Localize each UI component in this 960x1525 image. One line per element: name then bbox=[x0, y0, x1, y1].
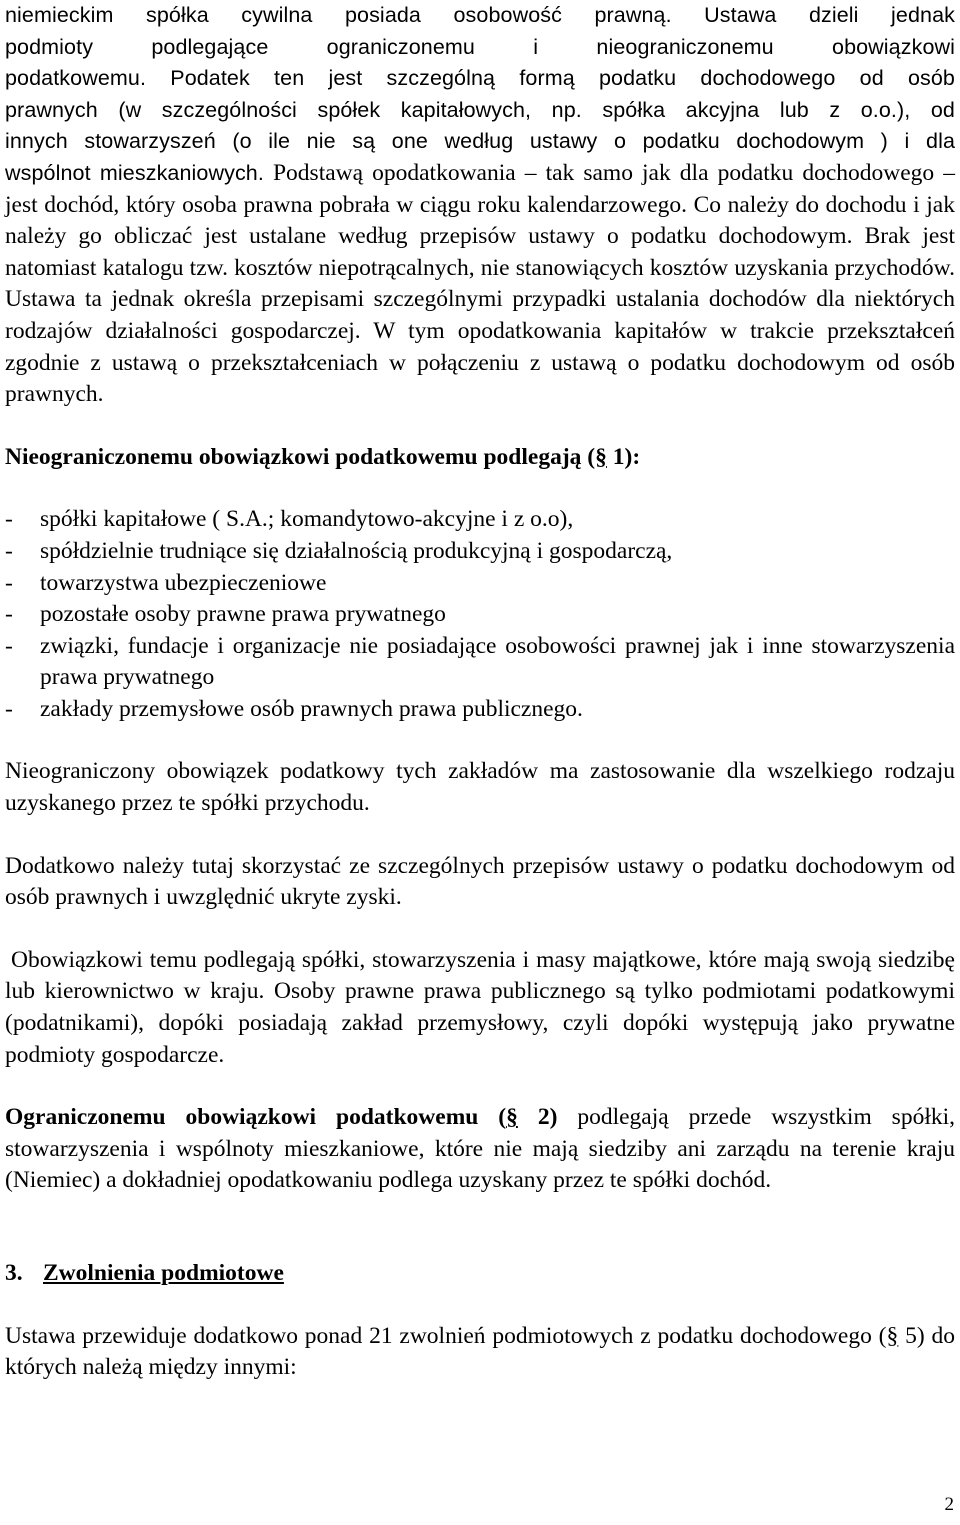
unlimited-heading: Nieograniczonemu obowiązkowi podatkowemu podlegają (§ 1): bbox=[5, 443, 641, 470]
intro-line-2: podmioty podlegające ograniczonemu i nieograniczonemu obowiązkowi bbox=[5, 34, 955, 59]
list-item: - zakłady przemysłowe osób prawnych prawa publicznego. bbox=[5, 694, 955, 726]
intro-line-1: niemieckim spółka cywilna posiada osobowość prawną. Ustawa dzieli jednak bbox=[5, 3, 955, 27]
section-sign: § bbox=[595, 443, 607, 470]
intro-paragraph bbox=[5, 158, 955, 411]
section-title: Zwolnienia podmiotowe bbox=[43, 1260, 284, 1286]
intro-line-3: podatkowemu. Podatek ten jest szczególną formą podatku dochodowego od osób bbox=[5, 66, 955, 91]
list-item: - spółki kapitałowe ( S.A.; komandytowo-akcyjne i z o.o), bbox=[5, 504, 955, 536]
list-item: - pozostałe osoby prawne prawa prywatnego bbox=[5, 599, 955, 631]
list-item: - spółdzielnie trudniące się działalnością produkcyjną i gospodarczą, bbox=[5, 536, 955, 568]
section-sign: § bbox=[886, 1322, 899, 1349]
paragraph-exemptions: Ustawa przewiduje dodatkowo ponad 21 zwolnień podmiotowych z podatku dochodowego (§ 5) do których należą między innymi: bbox=[5, 1322, 955, 1381]
paragraph-unlimited-scope: Nieograniczony obowiązek podatkowy tych zakładów ma zastosowanie dla wszelkiego rodzaju uzyskanego przez te spółki przychodu. bbox=[5, 758, 955, 817]
paragraph-limited: Ograniczonemu obowiązkowi podatkowemu (§ 2) podlegają przede wszystkim spółki, stowarzyszenia i wspólnoty mieszkaniowe, które nie mają siedziby ani zarządu na terenie kraju (Niemiec) a dokładniej opodatkowaniu podlega uzyskany przez te spółki dochód. bbox=[5, 1104, 956, 1194]
intro-line-6: wspólnot mieszkaniowych. bbox=[5, 160, 264, 185]
list-item: - towarzystwa ubezpieczeniowe bbox=[5, 568, 955, 600]
section-number: 3. bbox=[5, 1260, 23, 1286]
paragraph-additional: Dodatkowo należy tutaj skorzystać ze szczególnych przepisów ustawy o podatku dochodowym od osób prawnych i uwzględnić ukryte zyski. bbox=[5, 852, 955, 911]
list-item: - związki, fundacje i organizacje nie posiadające osobowości prawnej jak i inne stowarzyszenia prawa prywatnego bbox=[5, 631, 955, 694]
intro-line-4: prawnych (w szczególności spółek kapitałowych, np. spółka akcyjna lub z o.o.), od bbox=[5, 97, 955, 122]
intro-block bbox=[5, 0, 955, 158]
page-content bbox=[5, 0, 955, 1384]
page-number: 2 bbox=[944, 1494, 954, 1515]
section-sign: § bbox=[506, 1104, 518, 1131]
intro-line-5: innych stowarzyszeń (o ile nie są one według ustawy o podatku dochodowym ) i dla bbox=[5, 129, 955, 154]
paragraph-obligation: Obowiązkowi temu podlegają spółki, stowarzyszenia i masy majątkowe, które mają swoją siedzibę lub kierownictwo w kraju. Osoby prawne prawa publicznego są tylko podmiotami podatkowymi (podatnikami), dopóki posiadają zakład przemysłowy, czyli dopóki występują jako prywatne podmioty gospodarcze. bbox=[5, 946, 955, 1068]
unlimited-list bbox=[5, 504, 955, 725]
intro-rest: Podstawą opodatkowania – tak samo jak dla podatku dochodowego – jest dochód, który osoba prawna pobrała w ciągu roku kalendarzowego. Co należy do dochodu i jak należy go obliczać jest ustalane według przepisów ustawy o podatku dochodowym. Brak jest natomiast katalogu tzw. kosztów niepotrącalnych, nie stanowiących kosztów uzyskania przychodów. Ustawa ta jednak określa przepisami szczególnymi przypadki ustalania dochodów dla niektórych rodzajów działalności gospodarczej. W tym opodatkowania kapitałów w trakcie przekształceń zgodnie z ustawą o przekształceniach w połączeniu z ustawą o podatku dochodowym od osób prawnych. bbox=[5, 159, 955, 408]
section-heading bbox=[5, 1258, 955, 1290]
